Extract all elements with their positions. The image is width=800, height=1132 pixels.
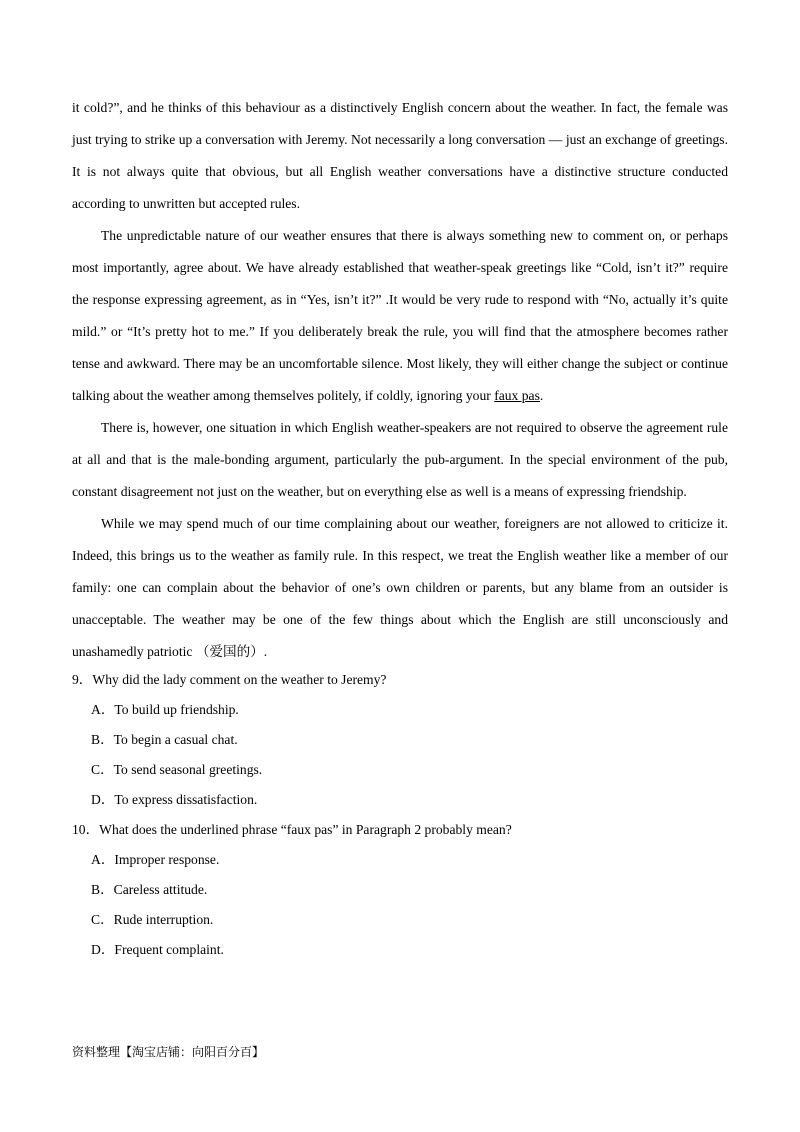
paragraph-2-end: . (539, 388, 544, 403)
paragraph-1: it cold?”, and he thinks of this behaviour as a distinctively English concern about the weather. In fact, the female was just trying to strike up a conversation with Jeremy. Not necessarily a long conversation — just an exchange of greetings. It is not always quite that obvious, but all English weather conversations have a distinctive structure conducted according to unwritten but accepted rules. (72, 100, 728, 211)
document-page (72, 92, 728, 965)
page-footer: 资料整理【淘宝店铺：向阳百分百】 (72, 1045, 265, 1059)
question-9 (72, 665, 728, 815)
option-b: B．Careless attitude. (91, 882, 208, 897)
question-stem: 10．What does the underlined phrase “faux pas” in Paragraph 2 probably mean? (72, 822, 512, 837)
option-b: B．To begin a casual chat. (91, 732, 238, 747)
question-stem: 9．Why did the lady comment on the weather to Jeremy? (72, 672, 387, 687)
option-d: D．To express dissatisfaction. (91, 792, 258, 807)
option-d: D．Frequent complaint. (91, 942, 224, 957)
question-list (72, 665, 728, 965)
option-a: A．To build up friendship. (91, 702, 239, 717)
option-a: A．Improper response. (91, 852, 220, 867)
option-c: C．To send seasonal greetings. (91, 762, 263, 777)
option-c: C．Rude interruption. (91, 912, 214, 927)
paragraph-2-text: The unpredictable nature of our weather ensures that there is always something new to comment on, or perhaps most importantly, agree about. We have already established that weather-speak greetings like “Cold, isn’t it?” require the response expressing agreement, as in “Yes, isn’t it?” .It would be very rude to respond with “No, actually it’s quite mild.” or “It’s pretty hot to me.” If you deliberately break the rule, you will find that the atmosphere becomes rather tense and awkward. There may be an uncomfortable silence. Most likely, they will either change the subject or continue talking about the weather among themselves politely, if coldly, ignoring your (72, 228, 728, 403)
paragraph-3: There is, however, one situation in which English weather-speakers are not required to observe the agreement rule at all and that is the male-bonding argument, particularly the pub-argument. In the special environment of the pub, constant disagreement not just on the weather, but on everything else as well is a means of expressing friendship. (72, 420, 728, 499)
paragraph-4: While we may spend much of our time complaining about our weather, foreigners are not allowed to criticize it. Indeed, this brings us to the weather as family rule. In this respect, we treat the English weather like a member of our family: one can complain about the behavior of one’s own children or parents, but any blame from an outsider is unacceptable. The weather may be one of the few things about which the English are still unconsciously and unashamedly patriotic （爱国的）. (72, 516, 728, 659)
paragraph-2 (72, 220, 728, 412)
underlined-phrase-faux-pas: faux pas (494, 388, 540, 403)
question-10 (72, 815, 728, 965)
